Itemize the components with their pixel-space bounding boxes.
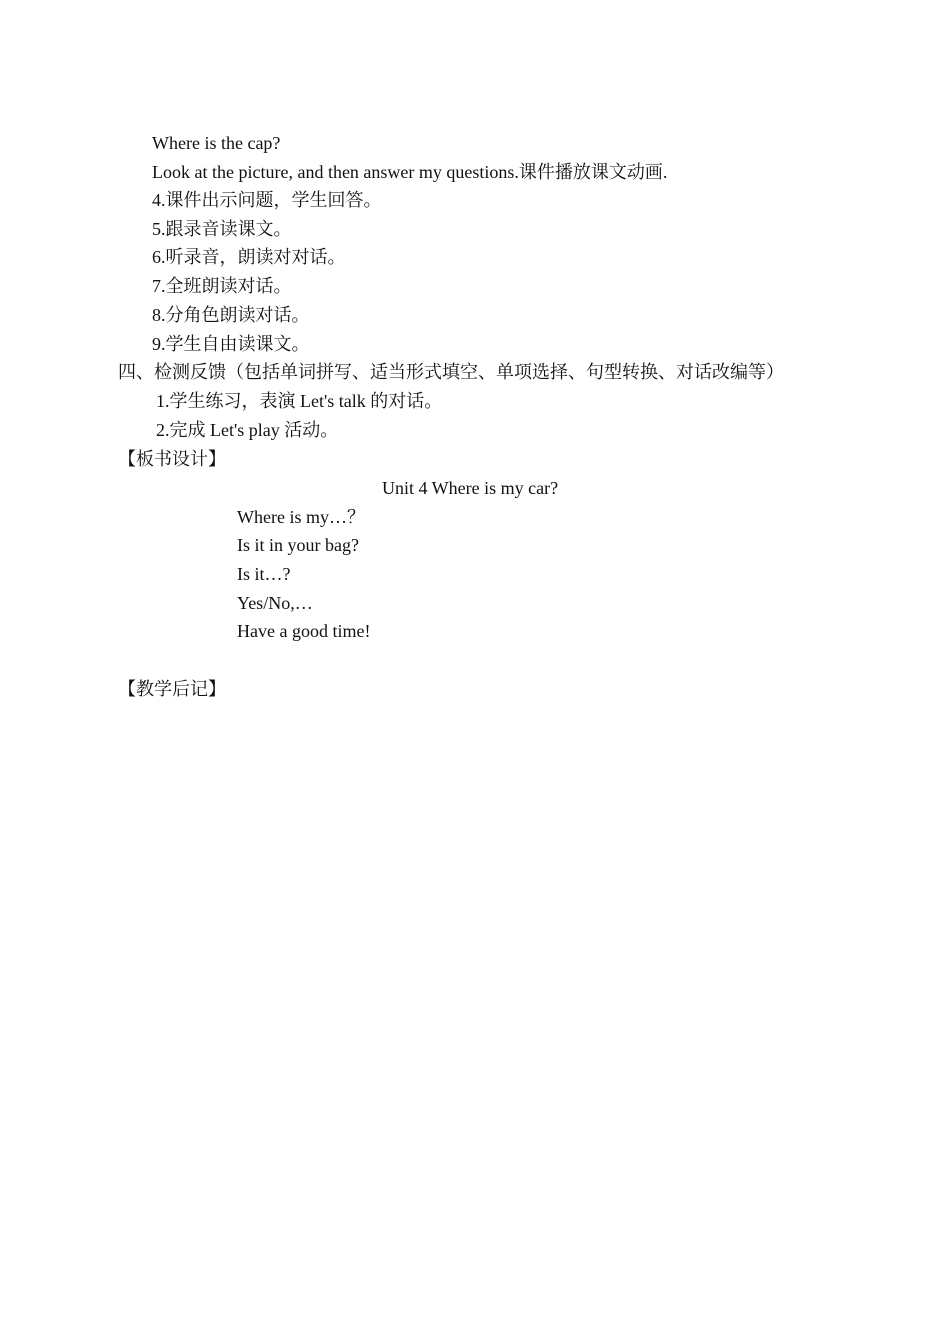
board-line: Is it…?: [237, 564, 291, 584]
lesson-step: 6.听录音，朗读对对话。: [152, 247, 346, 267]
teaching-notes-heading: 【教学后记】: [118, 679, 226, 699]
board-line: Yes/No,…: [237, 593, 313, 613]
feedback-item: 1.学生练习，表演 Let's talk 的对话。: [156, 391, 443, 411]
board-line: Where is my…？: [237, 507, 365, 527]
board-line: Have a good time!: [237, 621, 371, 641]
lesson-step: 9.学生自由读课文。: [152, 334, 310, 354]
lesson-line: Look at the picture, and then answer my questions.课件播放课文动画.: [152, 162, 668, 182]
board-design-heading: 【板书设计】: [118, 449, 226, 469]
feedback-item: 2.完成 Let's play 活动。: [156, 420, 339, 440]
lesson-step: 5.跟录音读课文。: [152, 219, 292, 239]
lesson-step: 8.分角色朗读对话。: [152, 305, 310, 325]
lesson-line: Where is the cap?: [152, 133, 281, 153]
section-four-heading: 四、检测反馈（包括单词拼写、适当形式填空、单项选择、句型转换、对话改编等）: [118, 362, 784, 382]
lesson-step: 4.课件出示问题，学生回答。: [152, 190, 382, 210]
board-line: Is it in your bag?: [237, 535, 359, 555]
lesson-step: 7.全班朗读对话。: [152, 276, 292, 296]
board-title: Unit 4 Where is my car?: [382, 478, 559, 498]
